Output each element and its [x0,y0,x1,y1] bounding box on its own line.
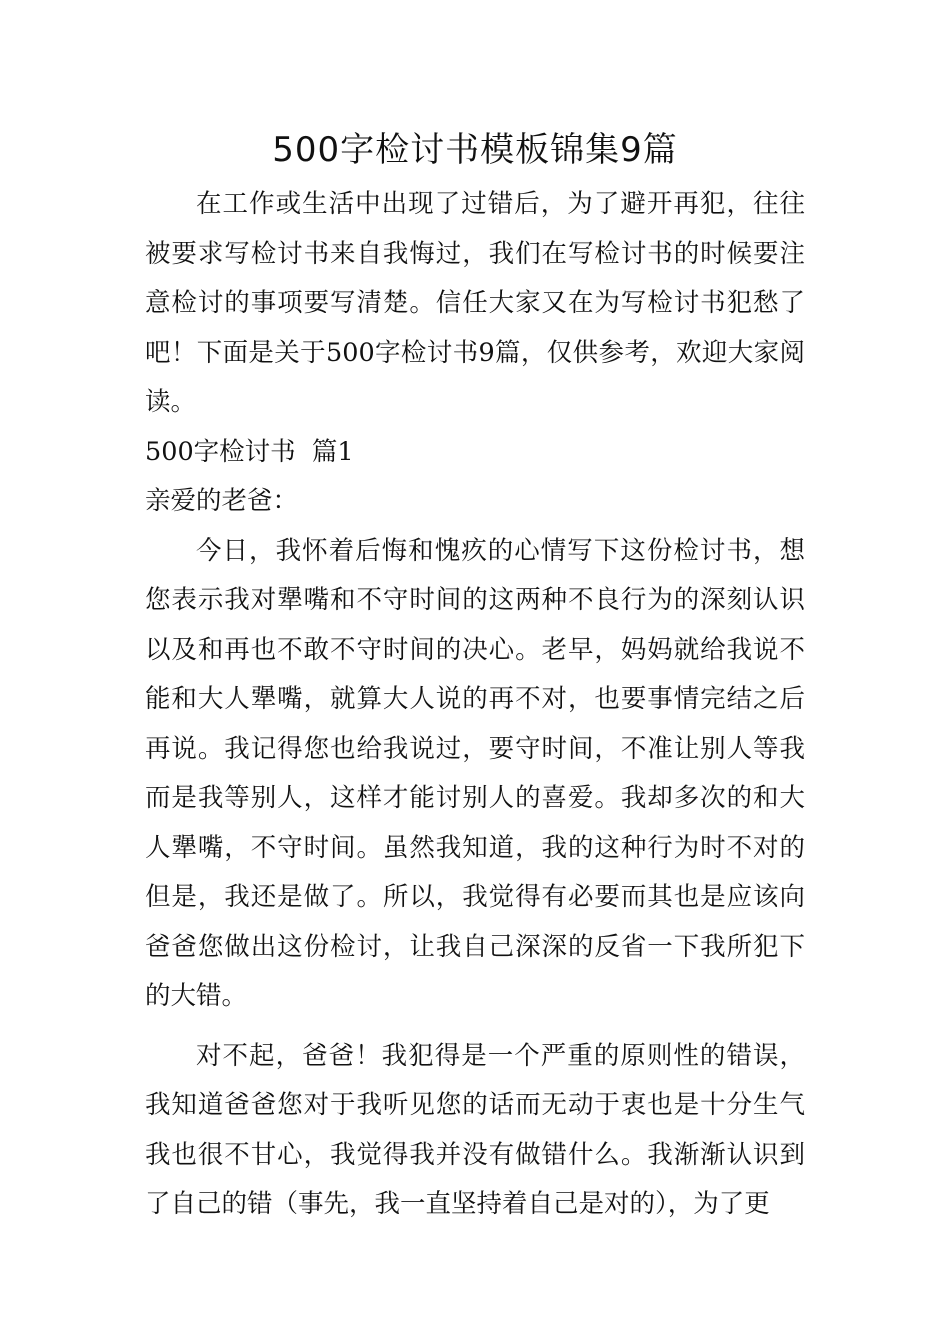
body-paragraph-2: 对不起，爸爸！我犯得是一个严重的原则性的错误，我知道爸爸您对于我听见您的话而无动于衷也是十分生气我也很不甘心，我觉得我并没有做错什么。我渐渐认识到了自己的错（事先，我一直坚持着自己是对的），为了更 [145,1040,805,1219]
document-page [145,128,805,1230]
intro-paragraph: 在工作或生活中出现了过错后，为了避开再犯，往往被要求写检讨书来自我悔过，我们在写检讨书的时候要注意检讨的事项要写清楚。信任大家又在为写检讨书犯愁了吧！下面是关于500字检讨书9篇，仅供参考，欢迎大家阅读。 [145,189,805,417]
section-heading: 500字检讨书 篇1 [145,436,354,467]
salutation: 亲爱的老爸： [145,486,299,516]
body-paragraph-1: 今日，我怀着后悔和愧疚的心情写下这份检讨书，想您表示我对犟嘴和不守时间的这两种不良行为的深刻认识以及和再也不敢不守时间的决心。老早，妈妈就给我说不能和大人犟嘴，就算大人说的再不对，也要事情完结之后再说。我记得您也给我说过，要守时间，不准让别人等我而是我等别人，这样才能讨别人的喜爱。我却多次的和大人犟嘴，不守时间。虽然我知道，我的这种行为时不对的但是，我还是做了。所以，我觉得有必要而其也是应该向爸爸您做出这份检讨，让我自己深深的反省一下我所犯下的大错。 [145,535,805,1011]
document-title: 500字检讨书模板锦集9篇 [272,130,678,170]
